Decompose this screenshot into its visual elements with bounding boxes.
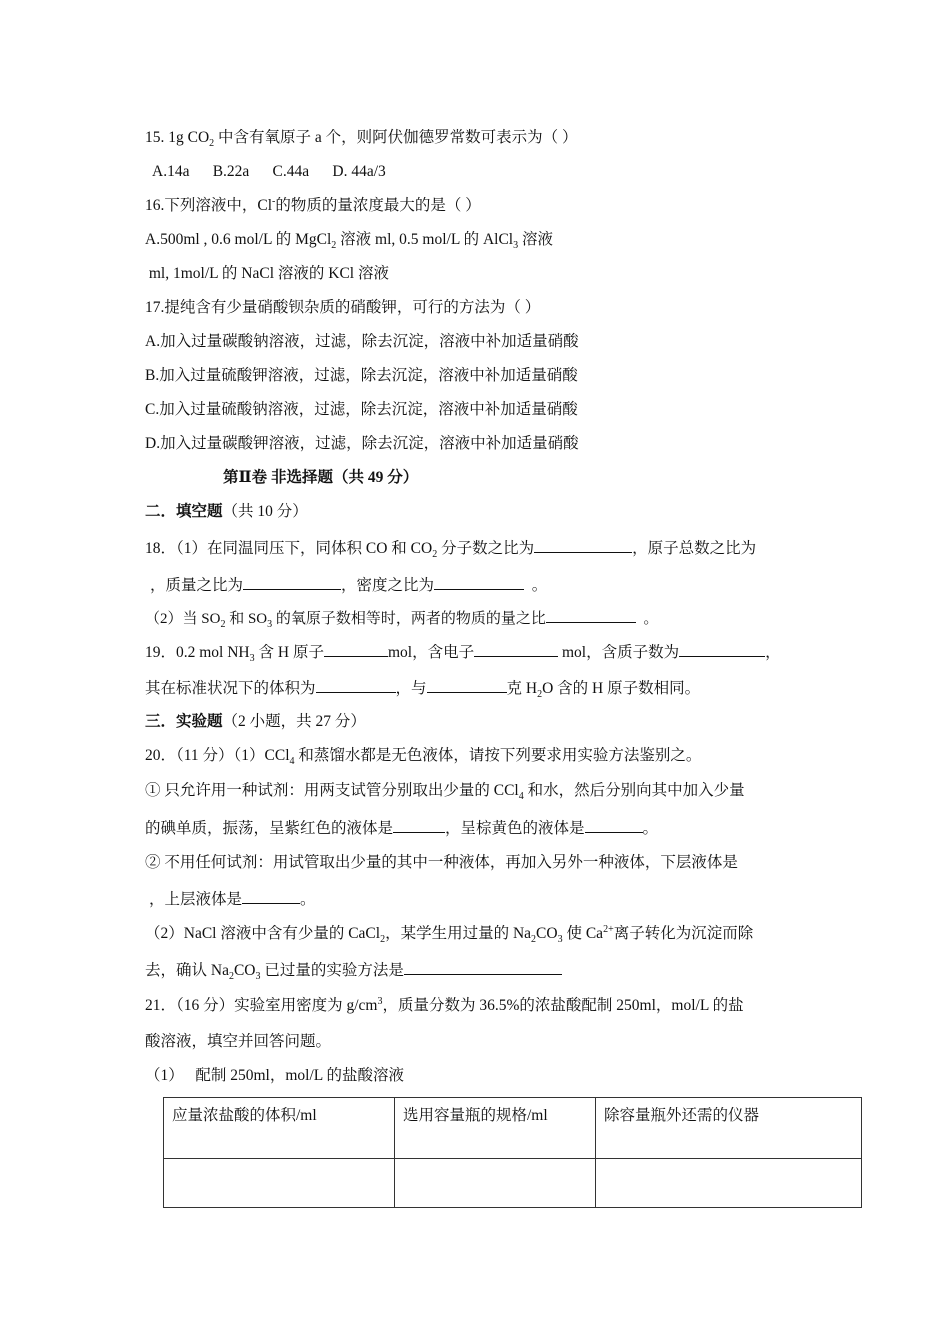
q18-line2: ，质量之比为 ，密度之比为 。: [150, 577, 548, 594]
answer-blank[interactable]: [474, 642, 558, 657]
q16-line1: A.500ml , 0.6 mol/L 的 MgCl$_2$ 溶液 ml, 0.5 mol/L 的 AlCl$_3$ 溶液: [145, 231, 554, 252]
answer-blank[interactable]: [404, 960, 562, 975]
answer-blank[interactable]: [434, 575, 524, 590]
section2-heading: 二．填空题（共 10 分）: [145, 503, 308, 520]
answer-blank[interactable]: [534, 538, 632, 553]
q15-options: A.14a B.22a C.44a D. 44a/3: [152, 163, 386, 180]
q17-option-a: A.加入过量碳酸钠溶液，过滤，除去沉淀，溶液中补加适量硝酸: [145, 333, 579, 350]
q20-line7: 去，确认 $Na_2CO_3$ 已过量的实验方法是: [145, 960, 562, 981]
q20-line3: 的碘单质，振荡，呈紫红色的液体是 ，呈棕黄色的液体是 。: [145, 820, 659, 837]
table-header-row: [164, 1098, 862, 1159]
q17-option-c: C.加入过量硫酸钠溶液，过滤，除去沉淀，溶液中补加适量硝酸: [145, 401, 578, 418]
answer-blank[interactable]: [427, 678, 507, 693]
q21-line1: 21．（16 分）实验室用密度为 $g/cm^3$，质量分数为 36.5%的浓盐酸配制 250ml，mol/L 的盐: [145, 995, 744, 1014]
answer-blank[interactable]: [546, 608, 636, 623]
answer-blank[interactable]: [324, 642, 388, 657]
answer-blank[interactable]: [393, 818, 445, 833]
q19-line2: 其在标准状况下的体积为 ，与 克 $H_2O$ 含的 H 原子数相同。: [145, 680, 701, 701]
table-row: [164, 1159, 862, 1208]
q17-option-b: B.加入过量硫酸钾溶液，过滤，除去沉淀，溶液中补加适量硝酸: [145, 367, 578, 384]
answer-blank[interactable]: [242, 889, 300, 904]
table-header-cell: 除容量瓶外还需的仪器: [596, 1098, 862, 1159]
table-header-cell: 应量浓盐酸的体积/ml: [164, 1098, 395, 1159]
answer-blank[interactable]: [316, 678, 396, 693]
q16-stem: 16.下列溶液中，Cl-的物质的量浓度最大的是（ ）: [145, 195, 481, 214]
q17-option-d: D.加入过量碳酸钾溶液，过滤，除去沉淀，溶液中补加适量硝酸: [145, 435, 579, 452]
q18-line1: 18．（1）在同温同压下，同体积 CO 和 $CO_2$ 分子数之比为 ，原子总数之比为: [145, 540, 757, 561]
q19-line1: 19．0.2 mol $NH_3$ 含 H 原子 mol，含电子 mol，含质子数为 ，: [145, 644, 781, 665]
answer-table: [163, 1097, 862, 1208]
q15-stem: 15. 1g $CO_2$ 中含有氧原子 a 个，则阿伏伽德罗常数可表示为（ ）: [145, 129, 578, 150]
q18-line3: （2）当 $SO_2$ 和 $SO_3$ 的氧原子数相等时，两者的物质的量之比 。: [145, 608, 658, 629]
q16-line2: ml, 1mol/L 的 NaCl 溶液的 KCl 溶液: [145, 265, 389, 282]
table-header-cell: 选用容量瓶的规格/ml: [395, 1098, 596, 1159]
answer-blank[interactable]: [585, 818, 643, 833]
q20-line2: ① 只允许用一种试剂：用两支试管分别取出少量的 CCl$_4$ 和水，然后分别向其中加入少量: [145, 782, 745, 803]
q21-line2: 酸溶液，填空并回答问题。: [145, 1033, 332, 1050]
q20-line5: ，上层液体是 。: [149, 891, 316, 908]
section3-heading: 三．实验题（2 小题，共 27 分）: [145, 713, 366, 730]
q20-line4: ② 不用任何试剂：用试管取出少量的其中一种液体，再加入另外一种液体，下层液体是: [145, 854, 738, 871]
table-cell[interactable]: [164, 1159, 395, 1208]
q17-stem: 17.提纯含有少量硝酸钡杂质的硝酸钾，可行的方法为（ ）: [145, 299, 541, 316]
table-cell[interactable]: [596, 1159, 862, 1208]
part2-title: 第Ⅱ卷 非选择题（共 49 分）: [223, 469, 419, 486]
answer-blank[interactable]: [243, 575, 341, 590]
q21-line3: （1） 配制 250ml，mol/L 的盐酸溶液: [145, 1067, 405, 1084]
table-cell[interactable]: [395, 1159, 596, 1208]
answer-blank[interactable]: [679, 642, 765, 657]
q20-line6: （2）NaCl 溶液中含有少量的 CaCl$_2$，某学生用过量的 $Na_2CO_3$ 使 $Ca^{2+}$离子转化为沉淀而除: [145, 923, 754, 946]
q20-line1: 20．（11 分）（1）CCl$_4$ 和蒸馏水都是无色液体，请按下列要求用实验方法鉴别之。: [145, 747, 702, 768]
